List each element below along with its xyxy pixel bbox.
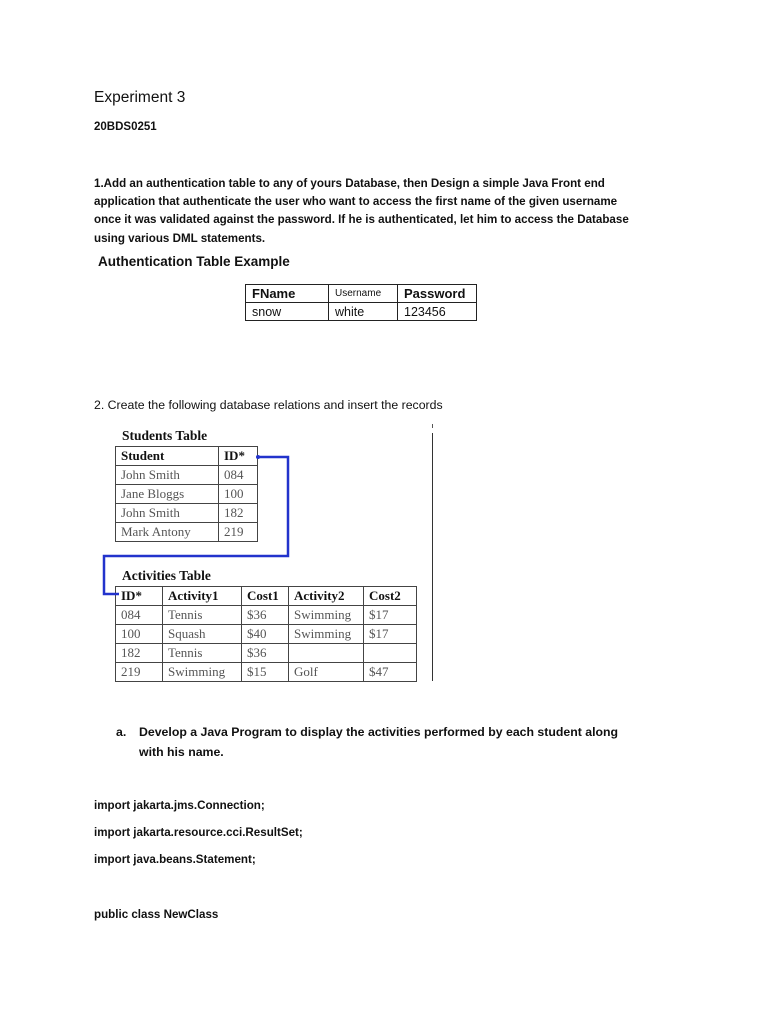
table-cell: Tennis bbox=[163, 606, 242, 625]
table-header-cell: ID* bbox=[116, 587, 163, 606]
document-title: Experiment 3 bbox=[94, 89, 186, 106]
table-header-cell: Password bbox=[398, 285, 477, 303]
table-cell: $17 bbox=[364, 606, 417, 625]
table-cell: 219 bbox=[116, 663, 163, 682]
table-cell: Swimming bbox=[289, 606, 364, 625]
question-1-line: application that authenticate the user who want to access the first name of the given username bbox=[94, 195, 618, 209]
table-cell: 084 bbox=[219, 466, 258, 485]
table-header-row bbox=[246, 285, 477, 303]
table-cell: Golf bbox=[289, 663, 364, 682]
students-table bbox=[115, 446, 258, 542]
table-header-cell: Student bbox=[116, 447, 219, 466]
code-line: import jakarta.jms.Connection; bbox=[94, 799, 265, 812]
table-cell: John Smith bbox=[116, 466, 219, 485]
code-line: import jakarta.resource.cci.ResultSet; bbox=[94, 826, 303, 839]
table-row bbox=[116, 625, 417, 644]
question-1-line: 1.Add an authentication table to any of yours Database, then Design a simple Java Front end bbox=[94, 177, 605, 190]
code-line: public class NewClass bbox=[94, 908, 219, 921]
table-row bbox=[116, 644, 417, 663]
table-cell: $36 bbox=[242, 644, 289, 663]
question-2a bbox=[116, 723, 676, 762]
question-1 bbox=[94, 175, 654, 248]
table-cell: 182 bbox=[116, 644, 163, 663]
auth-table-heading: Authentication Table Example bbox=[98, 254, 290, 269]
table-header-cell: Username bbox=[329, 285, 398, 303]
table-cell: $40 bbox=[242, 625, 289, 644]
image-border-tick bbox=[432, 424, 433, 428]
table-row bbox=[246, 303, 477, 321]
table-header-cell: Cost1 bbox=[242, 587, 289, 606]
question-2: 2. Create the following database relations and insert the records bbox=[94, 398, 443, 412]
roll-number: 20BDS0251 bbox=[94, 121, 157, 133]
table-cell: Jane Bloggs bbox=[116, 485, 219, 504]
list-marker: a. bbox=[116, 725, 127, 739]
table-row bbox=[116, 663, 417, 682]
table-header-row bbox=[116, 587, 417, 606]
table-row bbox=[116, 523, 258, 542]
table-cell: John Smith bbox=[116, 504, 219, 523]
students-table-title: Students Table bbox=[122, 428, 208, 443]
table-cell: Mark Antony bbox=[116, 523, 219, 542]
question-2a-line: with his name. bbox=[139, 744, 224, 759]
question-1-line: using various DML statements. bbox=[94, 231, 266, 245]
table-header-cell: Cost2 bbox=[364, 587, 417, 606]
table-cell: Swimming bbox=[289, 625, 364, 644]
table-cell: 182 bbox=[219, 504, 258, 523]
table-row bbox=[116, 606, 417, 625]
table-cell: $17 bbox=[364, 625, 417, 644]
image-border-line bbox=[432, 433, 433, 681]
table-header-cell: Activity2 bbox=[289, 587, 364, 606]
table-cell bbox=[289, 644, 364, 663]
table-header-row bbox=[116, 447, 258, 466]
table-row bbox=[116, 485, 258, 504]
table-cell: snow bbox=[246, 303, 329, 321]
table-cell: Squash bbox=[163, 625, 242, 644]
table-cell: white bbox=[329, 303, 398, 321]
table-cell: $47 bbox=[364, 663, 417, 682]
table-header-cell: FName bbox=[246, 285, 329, 303]
table-cell: $15 bbox=[242, 663, 289, 682]
table-header-cell: Activity1 bbox=[163, 587, 242, 606]
activities-table bbox=[115, 586, 417, 682]
table-row bbox=[116, 504, 258, 523]
table-cell: Tennis bbox=[163, 644, 242, 663]
question-2a-line: Develop a Java Program to display the activities performed by each student along bbox=[139, 725, 619, 739]
table-header-cell: ID* bbox=[219, 447, 258, 466]
auth-table bbox=[245, 284, 477, 321]
table-cell bbox=[364, 644, 417, 663]
table-cell: 123456 bbox=[398, 303, 477, 321]
code-line: import java.beans.Statement; bbox=[94, 853, 256, 866]
table-cell: 219 bbox=[219, 523, 258, 542]
question-1-line: once it was validated against the password. If he is authenticated, let him to access the Database bbox=[94, 213, 629, 227]
table-cell: 100 bbox=[219, 485, 258, 504]
table-cell: $36 bbox=[242, 606, 289, 625]
table-row bbox=[116, 466, 258, 485]
activities-table-title: Activities Table bbox=[122, 568, 211, 583]
table-cell: Swimming bbox=[163, 663, 242, 682]
table-cell: 084 bbox=[116, 606, 163, 625]
table-cell: 100 bbox=[116, 625, 163, 644]
